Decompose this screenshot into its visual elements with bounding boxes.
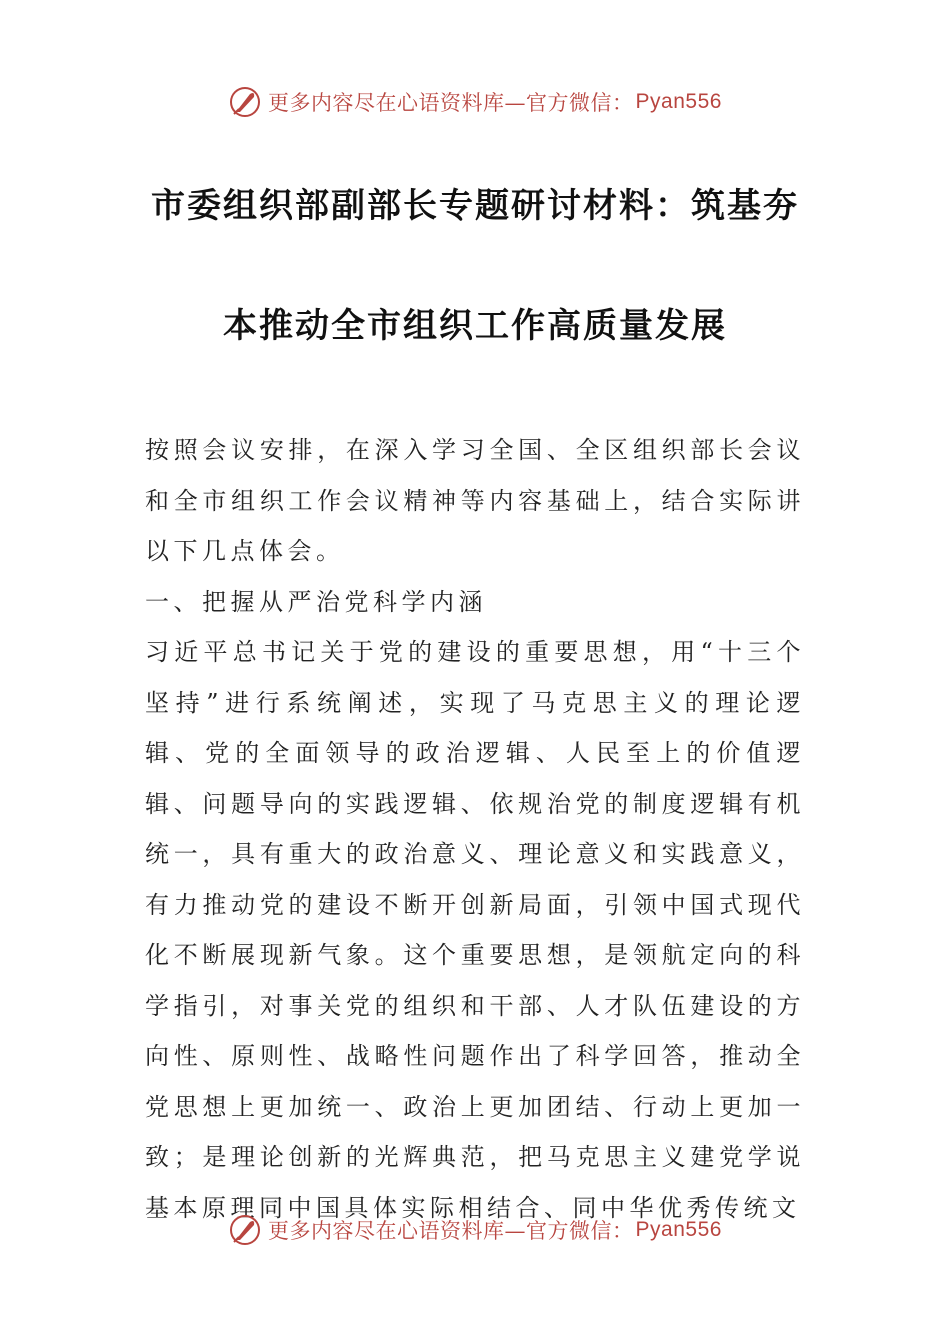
banner-wechat-id: Pyan556 (635, 1218, 722, 1241)
footer-watermark-banner (0, 1210, 950, 1250)
section-heading: 一、把握从严治党科学内涵 (145, 587, 487, 616)
body-paragraph: 习近平总书记关于党的建设的重要思想，用“十三个坚持”进行系统阐述，实现了马克思主义的理论逻辑、党的全面领导的政治逻辑、人民至上的价值逻辑、问题导向的实践逻辑、依规治党的制度逻辑有机统一，具有重大的政治意义、理论意义和实践意义，有力推动党的建设不断开创新局面，引领中国式现代化不断展现新气象。这个重要思想，是领航定向的科学指引，对事关党的组织和干部、人才队伍建设的方向性、原则性、战略性问题作出了科学回答，推动全党思想上更加统一、政治上更加团结、行动上更加一致；是理论创新的光辉典范，把马克思主义建党学说基本原理同中国具体实际相结合、同中华优秀传统文 (145, 638, 805, 1222)
quill-pen-icon (228, 1213, 262, 1247)
intro-paragraph: 按照会议安排，在深入学习全国、全区组织部长会议和全市组织工作会议精神等内容基础上，结合实际讲以下几点体会。 (145, 436, 805, 565)
banner-wechat-id: Pyan556 (635, 90, 722, 113)
banner-text: 更多内容尽在心语资料库—官方微信： (268, 1219, 634, 1243)
document-body (145, 425, 805, 1233)
document-title-line-2: 本推动全市组织工作高质量发展 (223, 306, 727, 346)
document-title-line-1: 市委组织部副部长专题研讨材料：筑基夯 (151, 186, 799, 226)
banner-text: 更多内容尽在心语资料库—官方微信： (268, 91, 634, 115)
header-watermark-banner (0, 82, 950, 122)
quill-pen-icon (228, 85, 262, 119)
